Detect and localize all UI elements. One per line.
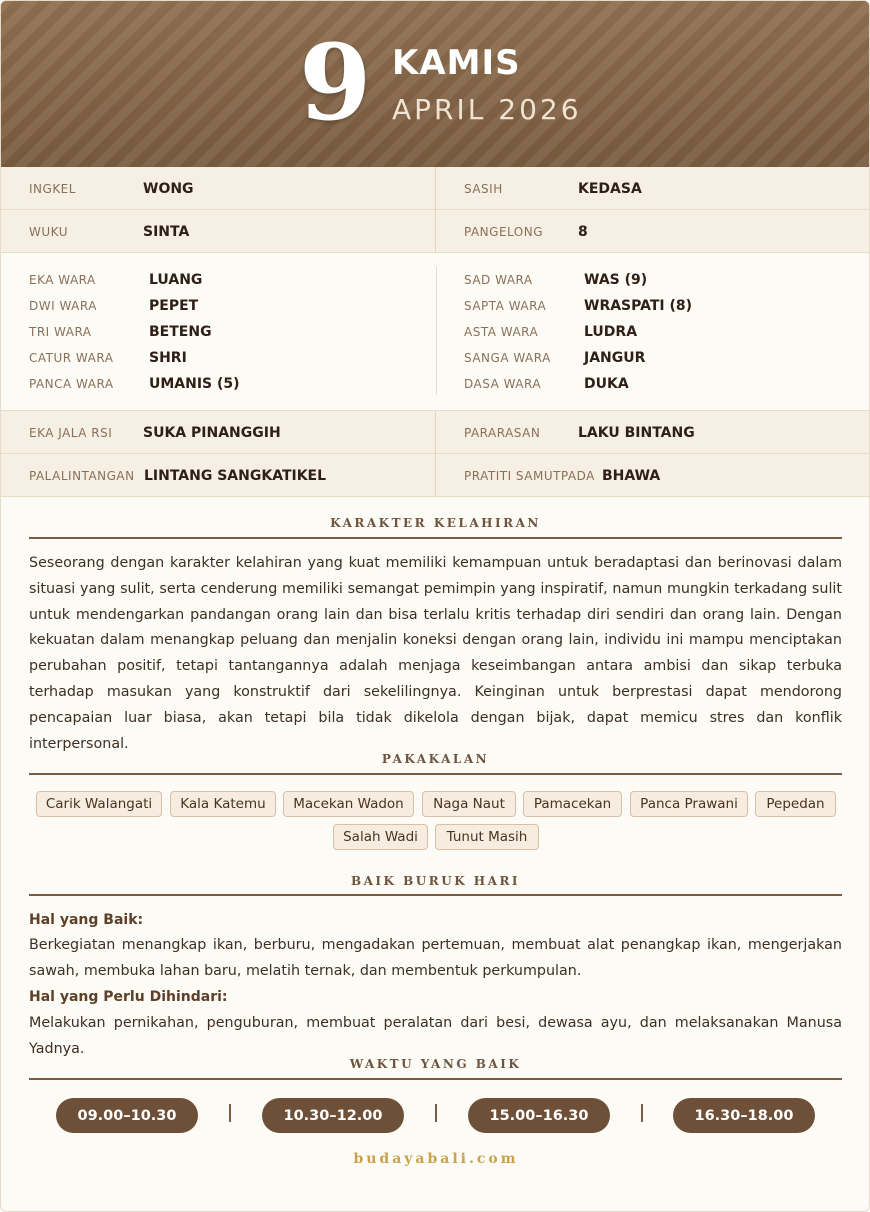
site-footer[interactable]: budayabali.com <box>353 1151 519 1167</box>
wara-label: DASA WARA <box>464 377 542 391</box>
wara-value: UMANIS (5) <box>149 376 240 392</box>
wara-value: JANGUR <box>584 350 646 366</box>
avoid-heading: Hal yang Perlu Dihindari: <box>29 989 228 1005</box>
pakakalan-tag: Kala Katemu <box>170 791 276 817</box>
pakakalan-tag: Salah Wadi <box>333 824 428 850</box>
info-cell <box>436 411 870 454</box>
info-row-palalintangan-pratiti <box>1 454 870 497</box>
info-value: LINTANG SANGKATIKEL <box>144 467 327 484</box>
info-value: KEDASA <box>578 180 642 197</box>
karakter-text: Seseorang dengan karakter kelahiran yang kuat memiliki kemampuan untuk beradaptasi dan berinovasi dalam situasi yang sulit, serta cenderung memiliki semangat pemimpin yang inspiratif, namun mungkin terkadang sulit untuk mendengarkan pandangan orang lain dan bisa terlalu kritis terhadap diri sendiri dan orang lain. Dengan kekuatan dalam menangkap peluang dan menjalin koneksi dengan orang lain, individu ini mampu menciptakan perubahan positif, tetapi tantangannya adalah menjaga keseimbangan antara ambisi dan sikap terbuka terhadap masukan yang konstruktif dari sekelilingnya. Keinginan untuk berprestasi dapat mendorong pencapaian luar biasa, akan tetapi bila tidak dikelola dengan bijak, dapat memicu stres dan konflik interpersonal. <box>29 555 842 752</box>
info-value: SUKA PINANGGIH <box>143 424 281 441</box>
wara-item <box>29 267 429 293</box>
section-title-waktu: WAKTU YANG BAIK <box>349 1057 522 1071</box>
section-rule <box>29 1078 842 1080</box>
info-label: PRATITI SAMUTPADA <box>464 468 595 483</box>
info-cell <box>436 210 870 253</box>
wara-label: CATUR WARA <box>29 351 114 365</box>
wara-value: SHRI <box>149 350 187 366</box>
info-row-ekajalarsi-pararasan <box>1 411 870 454</box>
wara-value: DUKA <box>584 376 629 392</box>
wara-item <box>29 319 429 345</box>
info-cell <box>1 454 436 497</box>
pakakalan-tag: Macekan Wadon <box>283 791 414 817</box>
date-header <box>1 1 870 167</box>
info-row-ingkel-sasih <box>1 167 870 210</box>
wara-label: PANCA WARA <box>29 377 114 391</box>
section-title-baik-buruk: BAIK BURUK HARI <box>350 874 521 888</box>
wara-item <box>29 345 429 371</box>
day-name: KAMIS <box>392 43 521 83</box>
pakakalan-tag: Naga Naut <box>422 791 516 817</box>
wara-label: DWI WARA <box>29 299 97 313</box>
column-divider <box>436 267 437 395</box>
wara-item <box>464 371 864 397</box>
time-separator <box>435 1104 437 1122</box>
wara-item <box>464 345 864 371</box>
time-slot: 10.30–12.00 <box>262 1098 404 1133</box>
section-rule <box>29 773 842 775</box>
wara-value: LUANG <box>149 272 203 288</box>
wara-label: SANGA WARA <box>464 351 551 365</box>
info-label: EKA JALA RSI <box>29 425 113 440</box>
info-label: WUKU <box>29 224 68 239</box>
pakakalan-tag: Pamacekan <box>523 791 622 817</box>
info-cell <box>1 411 436 454</box>
section-rule <box>29 894 842 896</box>
wara-block <box>1 253 870 411</box>
wara-label: SAD WARA <box>464 273 533 287</box>
wara-label: SAPTA WARA <box>464 299 547 313</box>
pakakalan-tag: Carik Walangati <box>36 791 162 817</box>
info-row-wuku-pangelong <box>1 210 870 253</box>
wara-label: EKA WARA <box>29 273 96 287</box>
wara-value: WAS (9) <box>584 272 648 288</box>
info-cell <box>436 454 870 497</box>
section-title-karakter: KARAKTER KELAHIRAN <box>330 516 541 530</box>
info-cell <box>436 167 870 210</box>
wara-value: BETENG <box>149 324 212 340</box>
day-number: 9 <box>299 21 372 144</box>
info-label: PARARASAN <box>464 425 541 440</box>
info-cell <box>1 167 436 210</box>
pakakalan-tag: Tunut Masih <box>435 824 539 850</box>
wara-label: TRI WARA <box>29 325 92 339</box>
month-year: APRIL 2026 <box>392 93 582 126</box>
section-rule <box>29 537 842 539</box>
time-separator <box>641 1104 643 1122</box>
info-value: WONG <box>143 180 194 197</box>
time-slot: 16.30–18.00 <box>673 1098 815 1133</box>
info-value: SINTA <box>143 223 190 240</box>
time-slot: 09.00–10.30 <box>56 1098 198 1133</box>
wara-item <box>29 293 429 319</box>
info-label: PALALINTANGAN <box>29 468 135 483</box>
pakakalan-tag: Panca Prawani <box>630 791 748 817</box>
section-title-pakakalan: PAKAKALAN <box>381 752 490 766</box>
wara-item <box>464 319 864 345</box>
good-heading: Hal yang Baik: <box>29 912 144 928</box>
info-label: SASIH <box>464 181 503 196</box>
time-slot: 15.00–16.30 <box>468 1098 610 1133</box>
info-label: INGKEL <box>29 181 76 196</box>
wara-label: ASTA WARA <box>464 325 539 339</box>
wara-item <box>464 293 864 319</box>
info-value: 8 <box>578 223 588 240</box>
wara-value: PEPET <box>149 298 199 314</box>
info-value: LAKU BINTANG <box>578 424 695 441</box>
time-separator <box>229 1104 231 1122</box>
wara-value: WRASPATI (8) <box>584 298 693 314</box>
wara-item <box>464 267 864 293</box>
pakakalan-tag: Pepedan <box>755 791 836 817</box>
info-label: PANGELONG <box>464 224 544 239</box>
wara-item <box>29 371 429 397</box>
avoid-text: Melakukan pernikahan, penguburan, membuat peralatan dari besi, dewasa ayu, dan melaksanakan Manusa Yadnya. <box>29 1015 842 1057</box>
info-value: BHAWA <box>602 467 661 484</box>
info-cell <box>1 210 436 253</box>
wara-value: LUDRA <box>584 324 638 340</box>
good-text: Berkegiatan menangkap ikan, berburu, mengadakan pertemuan, membuat alat penangkap ikan, mengerjakan sawah, membuka lahan baru, melatih ternak, dan membentuk perkumpulan. <box>29 937 842 979</box>
